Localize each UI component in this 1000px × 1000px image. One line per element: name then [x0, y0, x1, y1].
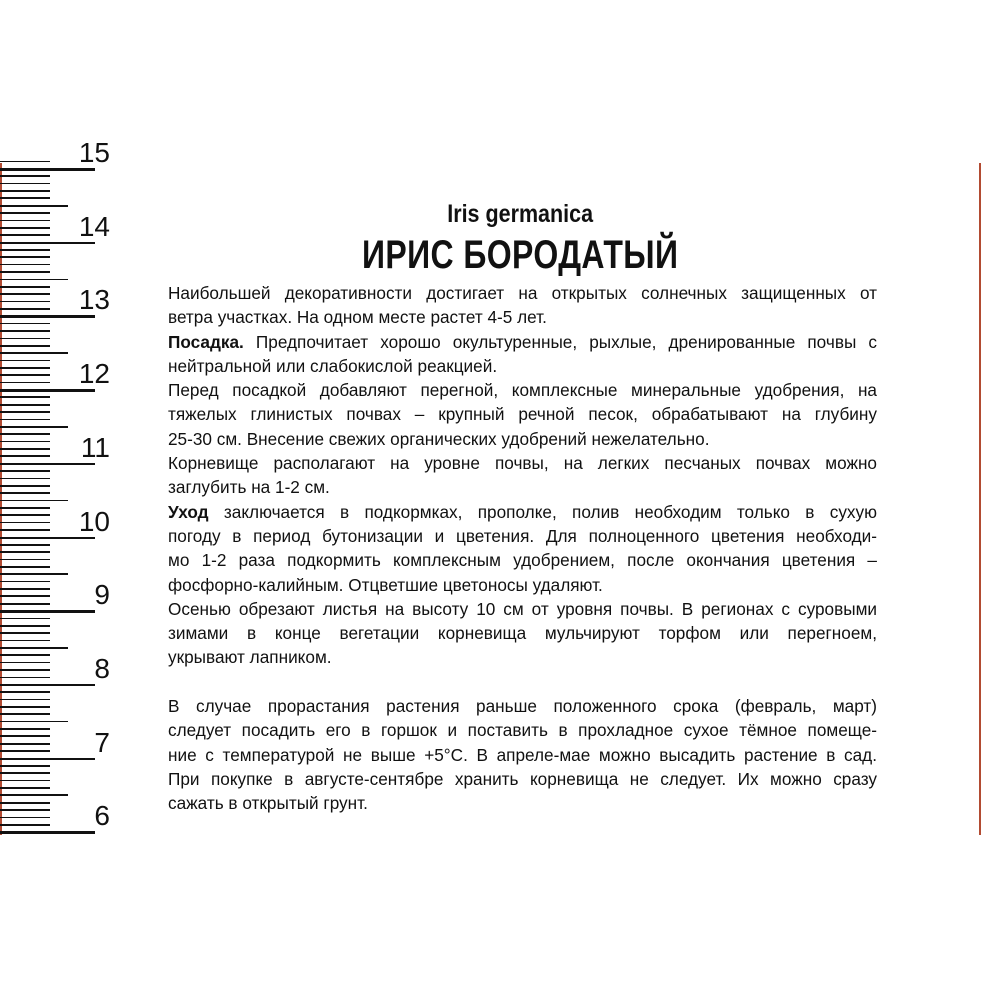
paragraph: [168, 500, 877, 597]
ruler-mm-tick: [0, 197, 50, 199]
ruler-mm-tick: [0, 183, 50, 185]
latin-name: Iris germanica: [447, 200, 594, 228]
line-text: сажать в открытый грунт.: [168, 793, 368, 814]
ruler-cm-tick: [0, 315, 95, 318]
paragraph: [168, 451, 877, 500]
ruler-mm-tick: [0, 396, 50, 398]
ruler-mm-tick: [0, 713, 50, 715]
text-line: [168, 645, 877, 669]
ruler-mm-tick: [0, 338, 50, 340]
ruler-mm-tick: [0, 256, 50, 258]
right-border-line: [979, 163, 981, 835]
section-lead: Посадка.: [168, 331, 244, 352]
seed-packet-card: [0, 137, 1000, 835]
text-line: [168, 500, 877, 524]
line-text: укрывают лапником.: [168, 647, 332, 668]
ruler-half-tick: [0, 426, 68, 428]
line-text: мо 1-2 раза подкормить комплексным удобрением, после окончания цветения –: [168, 550, 877, 571]
line-text: зимами в конце вегетации корневища мульчируют торфом или перегноем,: [168, 623, 877, 644]
ruler-label: 8: [94, 652, 110, 684]
ruler-mm-tick: [0, 640, 50, 642]
ruler-mm-tick: [0, 345, 50, 347]
ruler-mm-tick: [0, 691, 50, 693]
ruler-label: 13: [78, 284, 110, 316]
text-line: [168, 718, 877, 742]
ruler-mm-tick: [0, 699, 50, 701]
text-line: [168, 330, 877, 354]
line-text: Осенью обрезают листья на высоту 10 см от уровня почвы. В регионах с суровыми: [168, 598, 877, 619]
ruler-label: 7: [94, 726, 110, 758]
ruler-label: 6: [94, 800, 110, 832]
ruler-half-tick: [0, 500, 68, 502]
ruler-mm-tick: [0, 625, 50, 627]
text-line: [168, 281, 877, 305]
ruler-mm-tick: [0, 419, 50, 421]
ruler-mm-tick: [0, 551, 50, 553]
ruler-label: 15: [78, 137, 110, 168]
paragraph: [168, 330, 877, 379]
section-lead: Уход: [168, 501, 209, 522]
ruler-half-tick: [0, 647, 68, 649]
text-line: [168, 573, 877, 597]
text-line: [168, 597, 877, 621]
ruler-mm-tick: [0, 478, 50, 480]
ruler-half-tick: [0, 794, 68, 796]
ruler-half-tick: [0, 279, 68, 281]
ruler-mm-tick: [0, 249, 50, 251]
text-line: [168, 475, 877, 499]
ruler-mm-tick: [0, 271, 50, 273]
line-text: заключается в подкормках, прополке, полив необходим только в сухую: [208, 501, 877, 522]
text-line: [168, 427, 877, 451]
ruler-mm-tick: [0, 470, 50, 472]
ruler-cm-tick: [0, 610, 95, 613]
ruler-mm-tick: [0, 632, 50, 634]
text-line: [168, 378, 877, 402]
text-line: [168, 791, 877, 815]
ruler-cm-tick: [0, 242, 95, 245]
line-text: Наибольшей декоративности достигает на открытых солнечных защищенных от: [168, 283, 877, 303]
ruler-mm-tick: [0, 175, 50, 177]
ruler-label: 12: [78, 358, 110, 390]
text-line: [168, 548, 877, 572]
text-line: [168, 402, 877, 426]
line-text: тяжелых глинистых почвах – крупный речной песок, обрабатывают на глубину: [168, 404, 877, 425]
text-line: [168, 354, 877, 378]
line-text: следует посадить его в горшок и поставить в прохладное сухое тёмное помеще-: [168, 720, 877, 741]
ruler-mm-tick: [0, 411, 50, 413]
paragraph: [168, 597, 877, 670]
ruler-label: 10: [78, 505, 110, 537]
ruler-mm-tick: [0, 323, 50, 325]
line-text: При покупке в августе-сентябре хранить корневища не следует. Их можно сразу: [168, 768, 877, 789]
ruler-mm-tick: [0, 787, 50, 789]
ruler-label: 11: [80, 431, 110, 463]
ruler-cm-tick: [0, 463, 95, 466]
ruler-mm-tick: [0, 772, 50, 774]
text-line: [168, 621, 877, 645]
ruler-mm-tick: [0, 404, 50, 406]
ruler-cm-tick: [0, 168, 95, 171]
ruler-mm-tick: [0, 264, 50, 266]
ruler-mm-tick: [0, 566, 50, 568]
ruler-half-tick: [0, 721, 68, 723]
page-title: ИРИС БОРОДАТЫЙ: [361, 233, 679, 277]
ruler-half-tick: [0, 205, 68, 207]
paragraph: [168, 694, 877, 815]
text-line: [168, 743, 877, 767]
ruler-label: 14: [78, 210, 110, 242]
line-text: ние с температурой не выше +5°С. В апреле-мае можно высадить растение в сад.: [168, 744, 877, 765]
ruler-mm-tick: [0, 765, 50, 767]
ruler-mm-tick: [0, 190, 50, 192]
ruler-half-tick: [0, 352, 68, 354]
ruler-mm-tick: [0, 706, 50, 708]
line-text: Корневище располагают на уровне почвы, на легких песчаных почвах можно: [168, 453, 877, 474]
ruler-mm-tick: [0, 492, 50, 494]
text-line: [168, 767, 877, 791]
ruler-mm-tick: [0, 330, 50, 332]
line-text: фосфорно-калийным. Отцветшие цветоносы удаляют.: [168, 574, 603, 595]
paragraph-gap: [168, 670, 877, 694]
line-text: Предпочитает хорошо окультуренные, рыхлые, дренированные почвы с: [243, 331, 877, 352]
text-line: [168, 451, 877, 475]
description-text: [168, 281, 877, 816]
paragraph: [168, 281, 877, 330]
ruler-half-tick: [0, 573, 68, 575]
ruler-mm-tick: [0, 485, 50, 487]
line-text: Перед посадкой добавляют перегной, комплексные минеральные удобрения, на: [168, 380, 877, 401]
ruler-cm-tick: [0, 389, 95, 392]
line-text: ветра участках. На одном месте растет 4-5 лет.: [168, 307, 547, 328]
text-line: [168, 524, 877, 548]
text-line: [168, 694, 877, 718]
ruler-cm-tick: [0, 684, 95, 687]
ruler-mm-tick: [0, 544, 50, 546]
ruler-cm-tick: [0, 758, 95, 761]
ruler-mm-tick: [0, 559, 50, 561]
ruler-mm-tick: [0, 618, 50, 620]
ruler-label: 9: [94, 579, 110, 611]
line-text: В случае прорастания растения раньше положенного срока (февраль, март): [168, 696, 877, 717]
ruler-cm-tick: [0, 537, 95, 540]
paragraph: [168, 378, 877, 451]
line-text: 25-30 см. Внесение свежих органических удобрений нежелательно.: [168, 428, 710, 449]
line-text: заглубить на 1-2 см.: [168, 477, 330, 498]
ruler-cm-tick: [0, 831, 95, 834]
line-text: погоду в период бутонизации и цветения. Для полноценного цветения необходи-: [168, 525, 877, 546]
ruler-mm-tick: [0, 780, 50, 782]
text-line: [168, 305, 877, 329]
line-text: нейтральной или слабокислой реакцией.: [168, 355, 498, 376]
